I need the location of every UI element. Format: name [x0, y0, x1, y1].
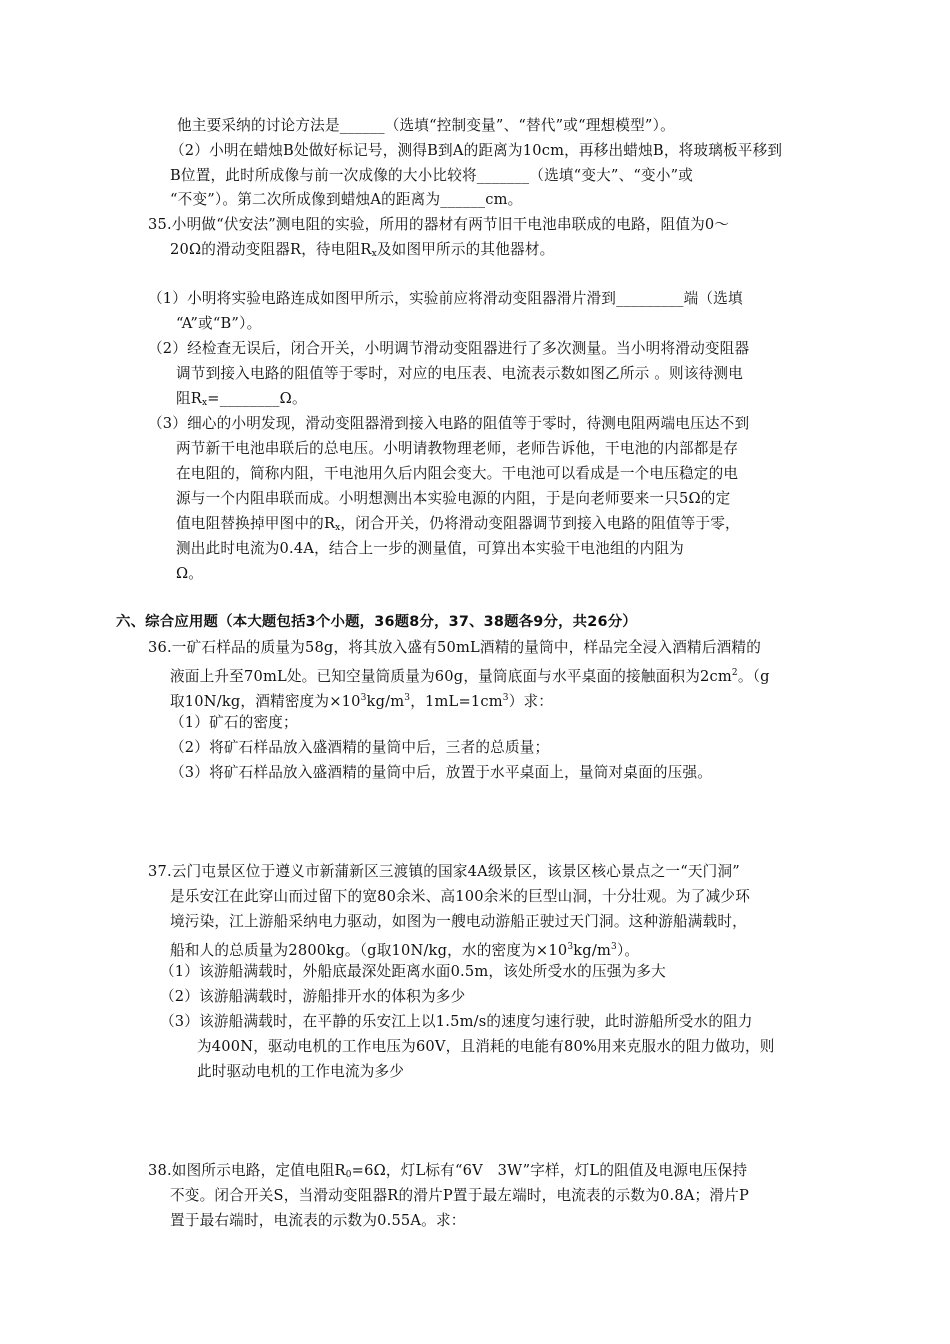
q37-line-4: 船和人的总质量为2800kg。（g取10N/kg，水的密度为$\times 10^3kg/m^3$）。 — [170, 942, 640, 959]
q37-line-3: 境污染，江上游船采纳电力驱动，如图为一艘电动游船正驶过天门洞。这种游船满载时， — [170, 913, 747, 930]
q35-line-2: 20Ω的滑动变阻器R，待电阻$R_x$及如图甲所示的其他器材。 — [170, 241, 555, 259]
q34-line-2: （2）小明在蜡烛B处做好标记号，测得B到A的距离为10cm，再移出蜡烛B，将玻璃板平移到 — [170, 142, 783, 159]
q36-sub-2: （2）将矿石样品放入盛酒精的量筒中后，三者的总质量； — [170, 739, 550, 756]
q36-line-3: 取10N/kg，酒精密度为$\times 10^3kg/m^3$，$1mL=1cm^3$）求： — [170, 693, 554, 710]
section-6-heading: 六、综合应用题（本大题包括3个小题，36题8分，37、38题各9分，共26分） — [116, 614, 637, 630]
q38-line-3: 置于最右端时，电流表的示数为0.55A。求： — [170, 1212, 466, 1229]
q35-part1-line-2: “A”或“B”）。 — [176, 315, 262, 332]
q37-sub-1: （1）该游船满载时，外船底最深处距离水面0.5m，该处所受水的压强为多大 — [160, 963, 666, 980]
q35-part3-line-7: Ω。 — [176, 565, 204, 582]
q35-part3-line-5: 值电阻替换掉甲图中的$R_x$，闭合开关，仍将滑动变阻器调节到接入电路的阻值等于零， — [176, 515, 740, 533]
q35-part2-line-3: 阻$R_x=\_\_\_\_\_\_\_\_\Omega$。 — [176, 390, 307, 408]
q37-line-1: 37.云门屯景区位于遵义市新蒲新区三渡镇的国家4A级景区，该景区核心景点之一“天门洞” — [148, 863, 740, 880]
q34-line-4: “不变”）。第二次所成像到蜡烛A的距离为______cm。 — [170, 191, 523, 208]
q36-sub-1: （1）矿石的密度； — [170, 714, 298, 731]
q37-sub-3-line-2: 为400N，驱动电机的工作电压为60V，且消耗的电能有80%用来克服水的阻力做功，则 — [197, 1038, 775, 1055]
q34-line-1: 他主要采纳的讨论方法是______（选填“控制变量”、“替代”或“理想模型”）。 — [177, 117, 675, 134]
q35-part3-line-2: 两节新干电池串联后的总电压。小明请教物理老师，老师告诉他，干电池的内部都是存 — [176, 440, 739, 457]
q36-line-2: 液面上升至70mL处。已知空量筒质量为60g，量筒底面与水平桌面的接触面积为$2cm^2$。（g — [170, 668, 770, 685]
q38-line-1: 38.如图所示电路，定值电阻$R_0=6\Omega$，灯L标有“6V 3W”字样，灯L的阻值及电源电压保持 — [148, 1162, 748, 1180]
q35-part3-line-1: （3）细心的小明发现，滑动变阻器滑到接入电路的阻值等于零时，待测电阻两端电压达不到 — [148, 415, 750, 432]
q36-line-1: 36.一矿石样品的质量为58g，将其放入盛有50mL酒精的量筒中，样品完全浸入酒精后酒精的 — [148, 639, 762, 656]
q35-part3-line-4: 源与一个内阻串联而成。小明想测出本实验电源的内阻，于是向老师要来一只5Ω的定 — [176, 490, 731, 507]
q37-line-2: 是乐安江在此穿山而过留下的宽80余米、高100余米的巨型山洞，十分壮观。为了减少环 — [170, 888, 751, 905]
q35-part2-line-2: 调节到接入电路的阻值等于零时，对应的电压表、电流表示数如图乙所示 。则该待测电 — [176, 365, 744, 382]
q35-line-1: 35.小明做“伏安法”测电阻的实验，所用的器材有两节旧干电池串联成的电路，阻值为0～ — [148, 216, 730, 233]
q37-sub-3-line-1: （3）该游船满载时，在平静的乐安江上以1.5m/s的速度匀速行驶，此时游船所受水的阻力 — [160, 1013, 753, 1030]
q36-sub-3: （3）将矿石样品放入盛酒精的量筒中后，放置于水平桌面上，量筒对桌面的压强。 — [170, 764, 713, 781]
q35-part2-line-1: （2）经检查无误后，闭合开关，小明调节滑动变阻器进行了多次测量。当小明将滑动变阻器 — [148, 340, 750, 357]
q38-line-2: 不变。闭合开关S，当滑动变阻器R的滑片P置于最左端时，电流表的示数为0.8A；滑片P — [170, 1187, 749, 1204]
q34-line-3: B位置，此时所成像与前一次成像的大小比较将_______（选填“变大”、“变小”或 — [170, 167, 694, 184]
q35-part3-line-6: 测出此时电流为0.4A，结合上一步的测量值，可算出本实验干电池组的内阻为 — [176, 540, 684, 557]
q35-part1-line-1: （1）小明将实验电路连成如图甲所示，实验前应将滑动变阻器滑片滑到_________端（选填 — [148, 290, 743, 307]
q35-part3-line-3: 在电阻的，简称内阻，干电池用久后内阻会变大。干电池可以看成是一个电压稳定的电 — [176, 465, 739, 482]
q37-sub-3-line-3: 此时驱动电机的工作电流为多少 — [197, 1063, 405, 1080]
q37-sub-2: （2）该游船满载时，游船排开水的体积为多少 — [160, 988, 466, 1005]
